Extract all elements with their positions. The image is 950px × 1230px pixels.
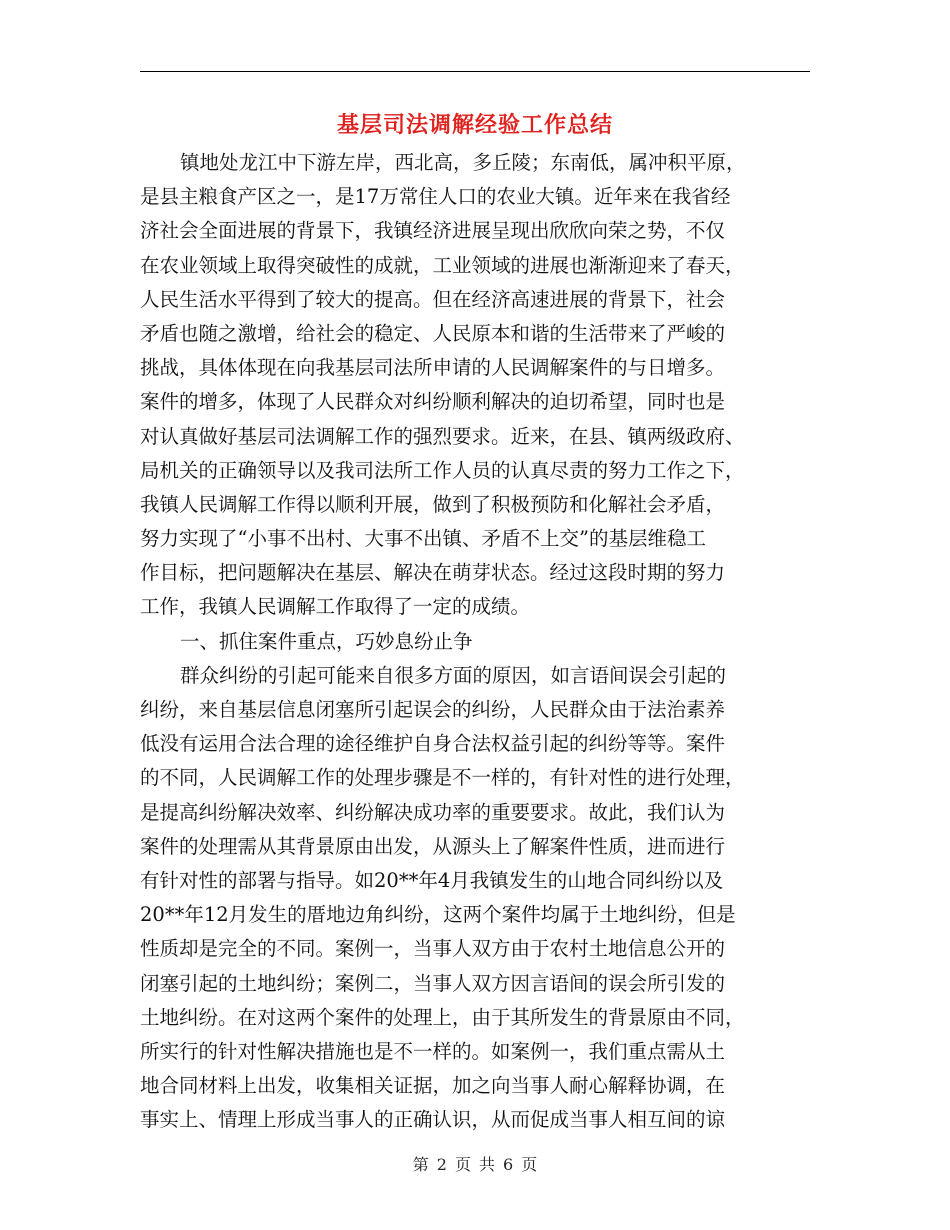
text-line: 挑战，具体体现在向我基层司法所申请的人民调解案件的与日增多。 (140, 356, 726, 380)
text-line: 闭塞引起的土地纠纷；案例二，当事人双方因言语间的误会所引发的 (140, 971, 726, 995)
text-line: 纠纷，来自基层信息闭塞所引起误会的纠纷，人民群众由于法治素养 (140, 698, 726, 721)
text-line: 地合同材料上出发，收集相关证据，加之向当事人耐心解释协调，在 (140, 1074, 726, 1098)
document-body (140, 146, 808, 1137)
text-line: 的不同，人民调解工作的处理步骤是不一样的，有针对性的进行处理， (140, 766, 745, 790)
text-line: 一、抓住案件重点，巧妙息纷止争 (180, 629, 473, 653)
footer-page-label: 第 (412, 1155, 429, 1174)
text-line: 局机关的正确领导以及我司法所工作人员的认真尽责的努力工作之下， (140, 458, 745, 482)
text-line: 事实上、情理上形成当事人的正确认识，从而促成当事人相互间的谅 (140, 1108, 726, 1132)
text-line: 有针对性的部署与指导。如20**年4月我镇发生的山地合同纠纷以及 (140, 868, 724, 892)
text-line: 镇地处龙江中下游左岸，西北高，多丘陵；东南低，属冲积平原， (180, 151, 746, 174)
header-rule (140, 71, 810, 72)
text-line: 群众纠纷的引起可能来自很多方面的原因，如言语间误会引起的 (180, 663, 727, 687)
document-title: 基层司法调解经验工作总结 (336, 112, 613, 138)
text-line: 土地纠纷。在对这两个案件的处理上，由于其所发生的背景原由不同， (140, 1005, 745, 1029)
text-line: 所实行的针对性解决措施也是不一样的。如案例一，我们重点需从土 (140, 1039, 726, 1063)
footer-total-number: 6 (503, 1155, 514, 1174)
text-line: 工作，我镇人民调解工作取得了一定的成绩。 (140, 595, 531, 619)
text-line: 矛盾也随之激增，给社会的稳定、人民原本和谐的生活带来了严峻的 (140, 321, 726, 345)
text-line: 是县主粮食产区之一，是17万常住人口的农业大镇。近年来在我省经 (140, 185, 731, 209)
text-line: 案件的增多，体现了人民群众对纠纷顺利解决的迫切希望，同时也是 (140, 390, 726, 414)
text-line: 对认真做好基层司法调解工作的强烈要求。近来，在县、镇两级政府、 (140, 424, 745, 448)
text-line: 是提高纠纷解决效率、纠纷解决成功率的重要要求。故此，我们认为 (140, 800, 726, 824)
page-footer (0, 1153, 950, 1177)
text-line: 案件的处理需从其背景原由出发，从源头上了解案件性质，进而进行 (140, 834, 726, 858)
text-line: 在农业领域上取得突破性的成就，工业领域的进展也渐渐迎来了春天， (140, 253, 745, 277)
footer-total-unit: 页 (521, 1155, 538, 1174)
text-line: 20**年12月发生的厝地边角纠纷，这两个案件均属于土地纠纷，但是 (140, 903, 736, 927)
text-line: 我镇人民调解工作得以顺利开展，做到了积极预防和化解社会矛盾， (140, 492, 726, 516)
text-line: 性质却是完全的不同。案例一，当事人双方由于农村土地信息公开的 (140, 937, 726, 961)
text-line: 努力实现了“小事不出村、大事不出镇、矛盾不上交”的基层维稳工 (140, 527, 706, 551)
text-line: 作目标，把问题解决在基层、解决在萌芽状态。经过这段时期的努力 (140, 561, 726, 585)
text-line: 低没有运用合法合理的途径维护自身合法权益引起的纠纷等等。案件 (140, 732, 726, 756)
text-line: 人民生活水平得到了较大的提高。但在经济高速进展的背景下，社会 (140, 287, 726, 311)
footer-total-label: 共 (479, 1155, 496, 1174)
text-line: 济社会全面进展的背景下，我镇经济进展呈现出欣欣向荣之势，不仅 (140, 219, 726, 243)
footer-page-unit: 页 (454, 1155, 471, 1174)
footer-page-number: 2 (436, 1155, 447, 1174)
